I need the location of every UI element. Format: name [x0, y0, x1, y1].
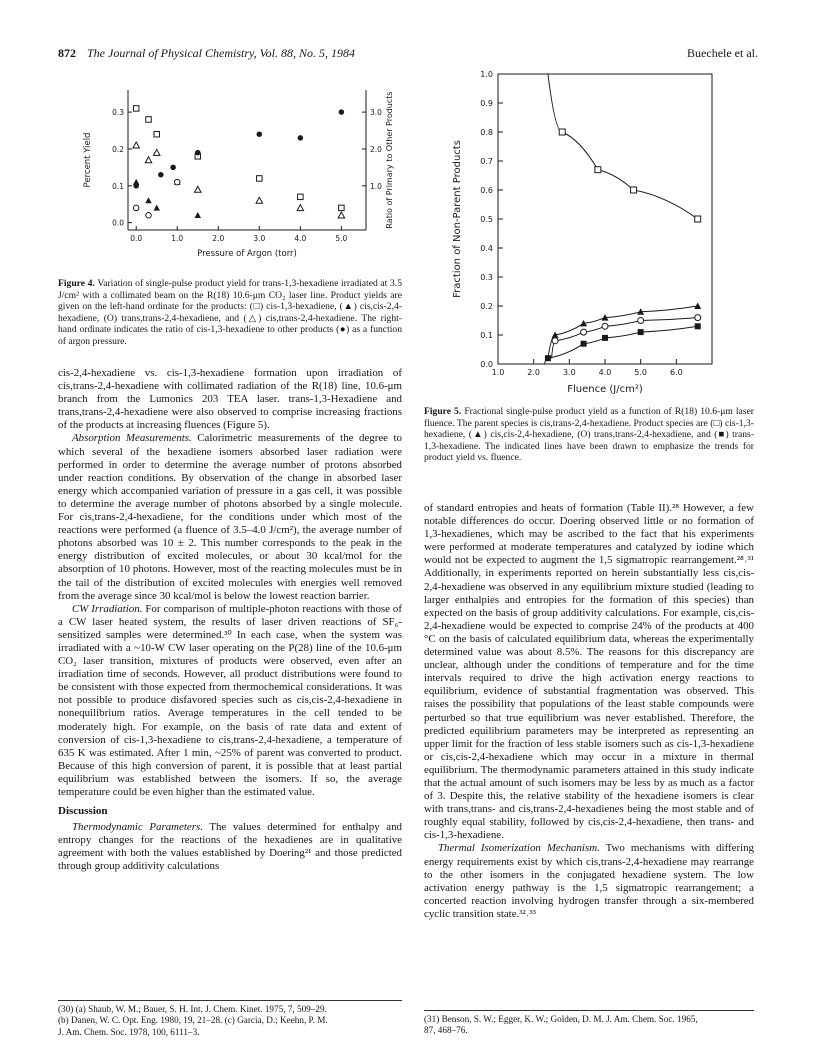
x-axis-label: Pressure of Argon (torr)	[197, 249, 297, 259]
open-square-marker	[695, 216, 701, 222]
open-square-marker	[146, 117, 152, 123]
page-number: 872	[58, 46, 76, 60]
open-circle-marker	[638, 318, 644, 324]
open-circle-marker	[581, 329, 587, 335]
footnote-line: (31) Benson, S. W.; Egger, K. W.; Golden, D. M. J. Am. Chem. Soc. 1965,	[424, 1014, 698, 1024]
running-authors: Buechele et al.	[687, 46, 758, 60]
filled-triangle-marker	[195, 212, 202, 218]
x-tick-label: 3.0	[562, 368, 576, 377]
x-tick-label: 4.0	[598, 368, 612, 377]
figure-4-caption-label: Figure 4.	[58, 278, 95, 289]
paragraph: CW Irradiation. For comparison of multiple-photon reactions with those of a CW laser heated system, the results of laser driven reactions of SF₆-sensitized samples were determined.³⁰ In each case, when the system was irradiated with a ~10-W CW laser operating on the P(28) line of the 10.6-μm CO₂ laser transition, mixtures of products were observed, even after an irradiation time of seconds. However, all product distributions were found to be consistent with those expected from thermochemical considerations. It was not possible to produce disfavored species such as cis,cis-2,4-hexadiene in nonequilibrium ratios. Average temperatures in the cell tended to be moderately high. For example, on the basis of rate data and extent of conversion of cis-1,3-hexadiene to cis,trans-2,4-hexadiene, a temperature of 635 K was estimated. After 1 min, ~25% of parent was converted to product. Because of this high conversion of parent, it is possible that at least partial equilibrium was established between the isomers. If so, the average temperature could be even higher than the estimated value.	[58, 602, 402, 798]
x-tick-label: 2.0	[212, 234, 225, 243]
open-circle-marker	[602, 323, 608, 329]
y-axis-label: Fraction of Non-Parent Products	[452, 140, 463, 298]
footnote-rule	[424, 1010, 754, 1011]
filled-circle-marker	[133, 183, 139, 189]
open-square-marker	[595, 167, 601, 173]
x-tick-label: 5.0	[634, 368, 648, 377]
y-tick-label: 0.4	[480, 244, 493, 253]
paragraph: Thermodynamic Parameters. The values determined for enthalpy and entropy changes for the reactions of the hexadienes are in qualitative agreement with both the values established by Doering²¹ and those predicted through group additivity calculations	[58, 821, 402, 873]
trend-line	[548, 306, 698, 358]
figure-5-chart	[440, 64, 760, 404]
figure-4-caption	[58, 278, 402, 348]
y-tick-label: 1.0	[480, 70, 493, 79]
run-in-heading: Thermodynamic Parameters.	[72, 821, 203, 834]
y2-tick-label: 3.0	[370, 108, 382, 118]
filled-circle-marker	[195, 150, 201, 156]
y2-axis-label: Ratio of Primary to Other Products	[385, 91, 394, 229]
filled-circle-marker	[298, 135, 304, 141]
right-column-text	[424, 502, 754, 921]
filled-triangle-marker	[694, 303, 701, 310]
footnote-line: (30) (a) Shaub, W. M.; Bauer, S. H. Int. J. Chem. Kinet. 1975, 7, 509–29.	[58, 1004, 327, 1014]
paragraph: cis-2,4-hexadiene vs. cis-1,3-hexadiene formation upon irradiation of cis,trans-2,4-hexadiene with collimated radiation of the R(18) line, 10.6-μm branch from the Lumonics 203 TEA laser. trans-1,3-Hexadiene and trans,trans-2,4-hexadiene were also observed to comprise increasing fractions of the products at increasing fluences (Figure 5).	[58, 367, 402, 432]
figure-5-trend-lines	[544, 74, 697, 364]
x-tick-label: 6.0	[669, 368, 683, 377]
filled-square-marker	[602, 335, 608, 341]
x-tick-label: 0.0	[130, 234, 143, 243]
run-in-heading: CW Irradiation.	[72, 602, 143, 615]
figure-5-caption	[424, 406, 754, 464]
open-triangle-marker	[145, 157, 152, 163]
filled-square-marker	[581, 341, 587, 347]
x-axis-label: Fluence (J/cm²)	[567, 384, 643, 395]
y-tick-label: 0.0	[480, 360, 493, 369]
filled-square-marker	[545, 355, 551, 361]
filled-triangle-marker	[145, 197, 152, 203]
y-tick-label: 0.2	[480, 302, 493, 311]
y2-tick-label: 1.0	[370, 181, 382, 191]
open-square-marker	[631, 187, 637, 193]
y-tick-label: 0.3	[112, 108, 124, 118]
y-tick-label: 0.1	[480, 331, 493, 340]
paragraph: of standard entropies and heats of formation (Table II).²⁸ However, a few notable differences do occur. Doering observed little or no formation of 1,3-hexadienes, which may be ascribed to the fact that his experiments were performed at moderate temperatures and catalyzed by iodine which would not be expected to augment the 1,5 sigmatropic rearrangement.²⁸˒³¹ Additionally, in experiments reported on herein substantially less cis,cis-2,4-hexadiene was observed in any equilibrium mixture studied (leading to larger enthalpies and entropies for the formation of this species) than expected on the basis of group additivity calculations. For example, cis,cis-2,4-hexadiene would be expected to comprise 24% of the products at 400 °C on the basis of calculated equilibrium data, whereas the experimentally determined value was about 8.5%. The reasons for this discrepancy are unclear, although under the conditions of temperature and for the time intervals required to drive the high activation energy reactions to equilibrium, evidence of substantial fragmentation was observed. This raises the possibility that populations of the least stable compounds were perturbed so that true equilibrium was never established. Therefore, the predicted equilibrium parameters may be interpreted as representing an upper limit for the fraction of less stable isomers such as cis-1,3-hexadiene or cis,cis-2,4-hexadiene which may occur in a mixture in thermal equilibrium. The thermodynamic parameters attained in this study indicate that the actual amount of such isomers may be less by as much as a factor of 3. Despite this, the relative stability of the hexadiene isomers is clear with trans,trans- and cis,trans-2,4-hexadienes being the most stable and of roughly equal stability, followed by cis,cis-2,4-hexadiene, then trans- and cis-1,3-hexadiene.	[424, 502, 754, 842]
y-tick-label: 0.0	[112, 218, 124, 228]
footnote-rule	[58, 1000, 402, 1001]
open-square-marker	[257, 176, 263, 182]
footnote-line: (b) Danen, W. C. Opt. Eng. 1980, 19, 21–28. (c) Garcia, D.; Keehn, P. M.	[58, 1015, 328, 1026]
open-square-marker	[133, 106, 139, 112]
run-in-heading: Absorption Measurements.	[72, 432, 192, 445]
open-square-marker	[298, 194, 304, 200]
figure-5-caption-text: Fractional single-pulse product yield as a function of R(18) 10.6-μm laser fluence. The parent species is cis,trans-2,4-hexadiene. Product species are (□) cis-1,3-hexadiene, (▲) cis,cis-2,4-hexadiene, (O) trans,trans-2,4-hexadiene, and (■) trans-1,3-hexadiene. The indicated lines have been drawn to emphasize the trends for product yield vs. fluence.	[424, 406, 754, 464]
x-tick-label: 2.0	[527, 368, 541, 377]
paragraph: Absorption Measurements. Calorimetric measurements of the degree to which several of the hexadiene isomers absorbed laser radiation were performed in order to determine the average number of protons absorbed under reaction conditions. By observation of the change in absorbed laser energy which accompanied variation of pressure in a gas cell, it was possible to determine the average number of photons absorbed by a single molecule. For cis,trans-2,4-hexadiene, for the conditions under which most of the reactions were performed (a fluence of 3.5–4.0 J/cm²), the average number of photons absorbed was 10 ± 2. This number corresponds to the peak in the energy distribution of excited molecules, or about 30 kcal/mol for the absorption of 10 photons. However, most of the reacting molecules must be in the tail of the distribution of excited molecules with energies well removed from the average since 30 kcal/mol is below the lowest reaction barrier.	[58, 432, 402, 602]
y-tick-label: 0.1	[112, 181, 124, 191]
footnotes-right	[424, 1010, 754, 1037]
trend-line	[548, 74, 698, 219]
filled-square-marker	[695, 323, 701, 329]
y-tick-label: 0.5	[480, 215, 493, 224]
figure-4-axes	[83, 90, 394, 259]
paragraph: Thermal Isomerization Mechanism. Two mechanisms with differing energy requirements exist by which cis,trans-2,4-hexadiene may rearrange to the other isomers in the conjugated hexadiene system. The low activation energy pathway is the 1,5 sigmatropic rearrangement; a concerted reaction involving hydrogen transfer through a six-membered cyclic transition state.³²˒³³	[424, 842, 755, 920]
x-tick-label: 5.0	[335, 234, 348, 243]
open-triangle-marker	[256, 197, 263, 203]
open-circle-marker	[695, 315, 701, 321]
y-tick-label: 0.9	[480, 99, 493, 108]
filled-circle-marker	[257, 131, 263, 137]
open-circle-marker	[133, 205, 139, 211]
open-triangle-marker	[153, 149, 160, 155]
x-tick-label: 1.0	[171, 234, 184, 243]
running-header	[58, 46, 758, 64]
open-square-marker	[339, 205, 345, 211]
open-triangle-marker	[297, 205, 304, 211]
figure-5-caption-label: Figure 5.	[424, 406, 462, 417]
open-circle-marker	[174, 179, 180, 185]
section-heading: Discussion	[58, 805, 108, 818]
y-tick-label: 0.8	[480, 128, 493, 137]
x-tick-label: 3.0	[253, 234, 266, 243]
figure-5-marks	[545, 129, 701, 361]
y-axis-label: Percent Yield	[83, 132, 93, 188]
open-triangle-marker	[195, 186, 202, 192]
open-circle-marker	[146, 213, 152, 219]
y-tick-label: 0.2	[112, 144, 124, 154]
footnote-line: J. Am. Chem. Soc. 1978, 100, 6111–3.	[58, 1026, 200, 1037]
x-tick-label: 4.0	[294, 234, 307, 243]
y-tick-label: 0.6	[480, 186, 493, 195]
trend-line	[552, 318, 698, 359]
filled-circle-marker	[339, 109, 345, 115]
open-circle-marker	[552, 338, 558, 344]
run-in-heading: Thermal Isomerization Mechanism.	[438, 842, 600, 855]
open-triangle-marker	[338, 212, 345, 218]
open-square-marker	[154, 131, 160, 137]
filled-triangle-marker	[153, 205, 160, 211]
y2-tick-label: 2.0	[370, 144, 382, 154]
open-square-marker	[559, 129, 565, 135]
left-column-text	[58, 367, 402, 874]
open-triangle-marker	[133, 142, 140, 148]
figure-4-caption-text: Variation of single-pulse product yield for trans-1,3-hexadiene irradiated at 3.5 J/cm² with a collimated beam on the R(18) 10.6-μm CO₂ laser line. Product yields are given on the left-hand ordinate for the products: (□) cis-1,3-hexadiene, (▲) cis,cis-2,4-hexadiene, (O) trans,trans-2,4-hexadiene, and (△) cis,trans-2,4-hexadiene. The right-hand ordinate indicates the ratio of cis-1,3-hexadiene to other products (●) as a function of argon pressure.	[58, 278, 402, 347]
filled-square-marker	[638, 329, 644, 335]
y-tick-label: 0.7	[480, 157, 493, 166]
figure-4-marks	[133, 106, 345, 218]
y-tick-label: 0.3	[480, 273, 493, 282]
figure-4-chart	[76, 76, 406, 276]
footnote-line: 87, 468–76.	[424, 1025, 468, 1036]
journal-title: The Journal of Physical Chemistry, Vol. 88, No. 5, 1984	[87, 46, 355, 60]
x-tick-label: 1.0	[491, 368, 505, 377]
footnotes-left	[58, 1000, 402, 1038]
filled-circle-marker	[170, 165, 176, 171]
filled-circle-marker	[158, 172, 164, 178]
